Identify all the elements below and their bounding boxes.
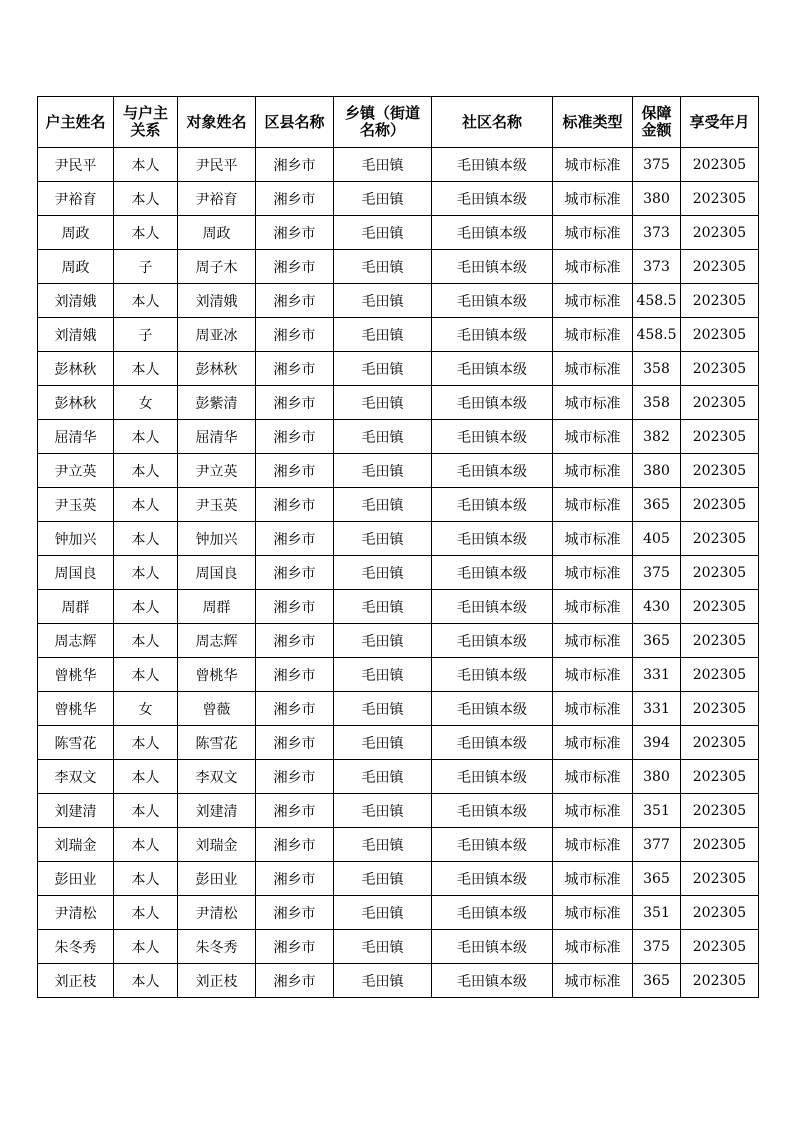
cell-standard-type: 城市标准 — [553, 386, 633, 420]
cell-recipient: 彭林秋 — [178, 352, 256, 386]
cell-county: 湘乡市 — [256, 556, 334, 590]
cell-amount: 377 — [633, 828, 681, 862]
cell-household-head: 刘正枝 — [38, 964, 114, 998]
cell-month: 202305 — [681, 148, 759, 182]
cell-month: 202305 — [681, 284, 759, 318]
cell-township: 毛田镇 — [334, 488, 432, 522]
cell-amount: 375 — [633, 930, 681, 964]
cell-township: 毛田镇 — [334, 216, 432, 250]
cell-relation: 女 — [114, 692, 178, 726]
cell-month: 202305 — [681, 250, 759, 284]
cell-amount: 365 — [633, 624, 681, 658]
header-amount-line1: 保障 — [641, 104, 672, 122]
cell-county: 湘乡市 — [256, 692, 334, 726]
cell-standard-type: 城市标准 — [553, 760, 633, 794]
cell-household-head: 彭林秋 — [38, 386, 114, 420]
table-row — [38, 590, 759, 624]
cell-amount: 358 — [633, 386, 681, 420]
cell-recipient: 刘瑞金 — [178, 828, 256, 862]
cell-township: 毛田镇 — [334, 726, 432, 760]
table-row — [38, 556, 759, 590]
cell-amount: 380 — [633, 454, 681, 488]
cell-recipient: 周国良 — [178, 556, 256, 590]
cell-county: 湘乡市 — [256, 760, 334, 794]
cell-township: 毛田镇 — [334, 386, 432, 420]
cell-relation: 本人 — [114, 522, 178, 556]
table-row — [38, 454, 759, 488]
cell-recipient: 陈雪花 — [178, 726, 256, 760]
cell-relation: 本人 — [114, 148, 178, 182]
cell-month: 202305 — [681, 216, 759, 250]
cell-standard-type: 城市标准 — [553, 250, 633, 284]
cell-household-head: 尹玉英 — [38, 488, 114, 522]
cell-household-head: 刘建清 — [38, 794, 114, 828]
cell-household-head: 周志辉 — [38, 624, 114, 658]
table-row — [38, 828, 759, 862]
cell-household-head: 曾桃华 — [38, 692, 114, 726]
cell-relation: 本人 — [114, 284, 178, 318]
cell-standard-type: 城市标准 — [553, 454, 633, 488]
cell-township: 毛田镇 — [334, 930, 432, 964]
cell-community: 毛田镇本级 — [432, 284, 553, 318]
table-row — [38, 658, 759, 692]
cell-standard-type: 城市标准 — [553, 692, 633, 726]
cell-county: 湘乡市 — [256, 250, 334, 284]
cell-community: 毛田镇本级 — [432, 556, 553, 590]
cell-standard-type: 城市标准 — [553, 522, 633, 556]
cell-recipient: 朱冬秀 — [178, 930, 256, 964]
cell-recipient: 钟加兴 — [178, 522, 256, 556]
cell-county: 湘乡市 — [256, 862, 334, 896]
cell-month: 202305 — [681, 522, 759, 556]
cell-household-head: 尹立英 — [38, 454, 114, 488]
cell-community: 毛田镇本级 — [432, 488, 553, 522]
cell-household-head: 尹裕育 — [38, 182, 114, 216]
header-relation — [114, 97, 178, 148]
cell-month: 202305 — [681, 692, 759, 726]
cell-recipient: 屈清华 — [178, 420, 256, 454]
cell-month: 202305 — [681, 420, 759, 454]
table-row — [38, 794, 759, 828]
cell-county: 湘乡市 — [256, 896, 334, 930]
cell-month: 202305 — [681, 794, 759, 828]
cell-community: 毛田镇本级 — [432, 420, 553, 454]
cell-month: 202305 — [681, 862, 759, 896]
cell-relation: 本人 — [114, 862, 178, 896]
cell-month: 202305 — [681, 488, 759, 522]
cell-amount: 365 — [633, 964, 681, 998]
table-row — [38, 284, 759, 318]
cell-amount: 331 — [633, 692, 681, 726]
table-row — [38, 726, 759, 760]
cell-standard-type: 城市标准 — [553, 726, 633, 760]
cell-county: 湘乡市 — [256, 964, 334, 998]
cell-relation: 本人 — [114, 556, 178, 590]
header-relation-line1: 与户主 — [122, 104, 168, 122]
cell-township: 毛田镇 — [334, 352, 432, 386]
cell-county: 湘乡市 — [256, 352, 334, 386]
cell-township: 毛田镇 — [334, 522, 432, 556]
cell-relation: 本人 — [114, 420, 178, 454]
cell-relation: 本人 — [114, 930, 178, 964]
cell-month: 202305 — [681, 828, 759, 862]
cell-community: 毛田镇本级 — [432, 386, 553, 420]
cell-relation: 本人 — [114, 216, 178, 250]
table-row — [38, 624, 759, 658]
cell-standard-type: 城市标准 — [553, 284, 633, 318]
cell-county: 湘乡市 — [256, 624, 334, 658]
cell-recipient: 彭紫清 — [178, 386, 256, 420]
cell-township: 毛田镇 — [334, 658, 432, 692]
cell-relation: 本人 — [114, 760, 178, 794]
cell-county: 湘乡市 — [256, 148, 334, 182]
cell-household-head: 朱冬秀 — [38, 930, 114, 964]
cell-amount: 373 — [633, 250, 681, 284]
cell-township: 毛田镇 — [334, 148, 432, 182]
cell-community: 毛田镇本级 — [432, 726, 553, 760]
cell-county: 湘乡市 — [256, 522, 334, 556]
cell-household-head: 李双文 — [38, 760, 114, 794]
cell-household-head: 彭田业 — [38, 862, 114, 896]
cell-recipient: 曾桃华 — [178, 658, 256, 692]
cell-amount: 430 — [633, 590, 681, 624]
table-row — [38, 216, 759, 250]
cell-township: 毛田镇 — [334, 250, 432, 284]
cell-household-head: 周群 — [38, 590, 114, 624]
cell-community: 毛田镇本级 — [432, 624, 553, 658]
cell-household-head: 屈清华 — [38, 420, 114, 454]
table-row — [38, 760, 759, 794]
cell-township: 毛田镇 — [334, 556, 432, 590]
cell-relation: 子 — [114, 250, 178, 284]
cell-community: 毛田镇本级 — [432, 862, 553, 896]
cell-amount: 380 — [633, 182, 681, 216]
cell-standard-type: 城市标准 — [553, 828, 633, 862]
cell-month: 202305 — [681, 726, 759, 760]
cell-relation: 本人 — [114, 726, 178, 760]
cell-standard-type: 城市标准 — [553, 658, 633, 692]
cell-month: 202305 — [681, 454, 759, 488]
cell-community: 毛田镇本级 — [432, 658, 553, 692]
cell-township: 毛田镇 — [334, 318, 432, 352]
cell-amount: 380 — [633, 760, 681, 794]
cell-county: 湘乡市 — [256, 454, 334, 488]
cell-community: 毛田镇本级 — [432, 352, 553, 386]
cell-relation: 本人 — [114, 590, 178, 624]
cell-standard-type: 城市标准 — [553, 624, 633, 658]
cell-county: 湘乡市 — [256, 488, 334, 522]
cell-community: 毛田镇本级 — [432, 182, 553, 216]
cell-household-head: 曾桃华 — [38, 658, 114, 692]
cell-community: 毛田镇本级 — [432, 454, 553, 488]
header-amount-line2: 金额 — [641, 121, 672, 139]
cell-household-head: 刘清娥 — [38, 284, 114, 318]
table-row — [38, 862, 759, 896]
cell-community: 毛田镇本级 — [432, 590, 553, 624]
cell-standard-type: 城市标准 — [553, 488, 633, 522]
cell-county: 湘乡市 — [256, 318, 334, 352]
cell-county: 湘乡市 — [256, 828, 334, 862]
cell-township: 毛田镇 — [334, 284, 432, 318]
cell-community: 毛田镇本级 — [432, 964, 553, 998]
cell-month: 202305 — [681, 896, 759, 930]
cell-household-head: 周政 — [38, 250, 114, 284]
cell-county: 湘乡市 — [256, 284, 334, 318]
cell-recipient: 尹清松 — [178, 896, 256, 930]
cell-recipient: 周群 — [178, 590, 256, 624]
table-row — [38, 352, 759, 386]
cell-relation: 本人 — [114, 454, 178, 488]
cell-relation: 本人 — [114, 794, 178, 828]
cell-township: 毛田镇 — [334, 590, 432, 624]
table-row — [38, 522, 759, 556]
cell-relation: 本人 — [114, 964, 178, 998]
table-row — [38, 930, 759, 964]
cell-township: 毛田镇 — [334, 182, 432, 216]
cell-relation: 本人 — [114, 624, 178, 658]
cell-household-head: 尹民平 — [38, 148, 114, 182]
cell-amount: 365 — [633, 862, 681, 896]
table-row — [38, 420, 759, 454]
header-community: 社区名称 — [432, 97, 553, 148]
cell-community: 毛田镇本级 — [432, 896, 553, 930]
cell-relation: 本人 — [114, 658, 178, 692]
cell-household-head: 彭林秋 — [38, 352, 114, 386]
cell-amount: 382 — [633, 420, 681, 454]
cell-township: 毛田镇 — [334, 828, 432, 862]
cell-month: 202305 — [681, 556, 759, 590]
cell-community: 毛田镇本级 — [432, 692, 553, 726]
cell-township: 毛田镇 — [334, 862, 432, 896]
table-row — [38, 182, 759, 216]
cell-relation: 子 — [114, 318, 178, 352]
cell-township: 毛田镇 — [334, 794, 432, 828]
cell-relation: 本人 — [114, 488, 178, 522]
cell-month: 202305 — [681, 964, 759, 998]
cell-amount: 405 — [633, 522, 681, 556]
cell-amount: 351 — [633, 896, 681, 930]
header-row — [38, 97, 759, 148]
cell-county: 湘乡市 — [256, 794, 334, 828]
table-row — [38, 148, 759, 182]
cell-community: 毛田镇本级 — [432, 828, 553, 862]
cell-standard-type: 城市标准 — [553, 964, 633, 998]
table-row — [38, 318, 759, 352]
cell-county: 湘乡市 — [256, 726, 334, 760]
cell-standard-type: 城市标准 — [553, 556, 633, 590]
cell-recipient: 刘清娥 — [178, 284, 256, 318]
table-body — [38, 148, 759, 998]
cell-amount: 373 — [633, 216, 681, 250]
cell-standard-type: 城市标准 — [553, 318, 633, 352]
cell-household-head: 刘清娥 — [38, 318, 114, 352]
cell-standard-type: 城市标准 — [553, 794, 633, 828]
cell-amount: 351 — [633, 794, 681, 828]
header-recipient: 对象姓名 — [178, 97, 256, 148]
cell-county: 湘乡市 — [256, 386, 334, 420]
cell-recipient: 尹裕育 — [178, 182, 256, 216]
table-row — [38, 896, 759, 930]
cell-county: 湘乡市 — [256, 216, 334, 250]
table-row — [38, 250, 759, 284]
cell-township: 毛田镇 — [334, 624, 432, 658]
cell-household-head: 周政 — [38, 216, 114, 250]
header-township-line1: 乡镇（街道 — [344, 104, 420, 122]
cell-community: 毛田镇本级 — [432, 148, 553, 182]
cell-relation: 本人 — [114, 896, 178, 930]
cell-township: 毛田镇 — [334, 964, 432, 998]
cell-standard-type: 城市标准 — [553, 862, 633, 896]
cell-recipient: 周亚冰 — [178, 318, 256, 352]
cell-county: 湘乡市 — [256, 182, 334, 216]
table-row — [38, 964, 759, 998]
cell-month: 202305 — [681, 658, 759, 692]
cell-amount: 375 — [633, 148, 681, 182]
cell-community: 毛田镇本级 — [432, 250, 553, 284]
header-month: 享受年月 — [681, 97, 759, 148]
cell-recipient: 周志辉 — [178, 624, 256, 658]
cell-relation: 本人 — [114, 182, 178, 216]
cell-amount: 458.5 — [633, 318, 681, 352]
cell-month: 202305 — [681, 930, 759, 964]
cell-recipient: 周政 — [178, 216, 256, 250]
header-county: 区县名称 — [256, 97, 334, 148]
cell-community: 毛田镇本级 — [432, 522, 553, 556]
cell-community: 毛田镇本级 — [432, 794, 553, 828]
subsidy-roster-table — [37, 96, 759, 998]
cell-household-head: 陈雪花 — [38, 726, 114, 760]
cell-recipient: 尹立英 — [178, 454, 256, 488]
cell-township: 毛田镇 — [334, 760, 432, 794]
table-row — [38, 692, 759, 726]
cell-township: 毛田镇 — [334, 420, 432, 454]
cell-amount: 458.5 — [633, 284, 681, 318]
cell-county: 湘乡市 — [256, 420, 334, 454]
cell-amount: 331 — [633, 658, 681, 692]
cell-month: 202305 — [681, 318, 759, 352]
cell-recipient: 李双文 — [178, 760, 256, 794]
cell-relation: 本人 — [114, 828, 178, 862]
header-standard-type: 标准类型 — [553, 97, 633, 148]
cell-month: 202305 — [681, 760, 759, 794]
cell-recipient: 尹玉英 — [178, 488, 256, 522]
table-row — [38, 488, 759, 522]
cell-standard-type: 城市标准 — [553, 590, 633, 624]
cell-recipient: 曾薇 — [178, 692, 256, 726]
cell-community: 毛田镇本级 — [432, 216, 553, 250]
cell-county: 湘乡市 — [256, 930, 334, 964]
table-header — [38, 97, 759, 148]
header-relation-line2: 关系 — [130, 121, 161, 139]
cell-recipient: 刘建清 — [178, 794, 256, 828]
header-amount — [633, 97, 681, 148]
cell-relation: 女 — [114, 386, 178, 420]
cell-community: 毛田镇本级 — [432, 318, 553, 352]
cell-month: 202305 — [681, 352, 759, 386]
cell-standard-type: 城市标准 — [553, 148, 633, 182]
cell-township: 毛田镇 — [334, 454, 432, 488]
cell-county: 湘乡市 — [256, 590, 334, 624]
cell-amount: 375 — [633, 556, 681, 590]
header-township — [334, 97, 432, 148]
cell-month: 202305 — [681, 624, 759, 658]
cell-standard-type: 城市标准 — [553, 420, 633, 454]
cell-recipient: 周子木 — [178, 250, 256, 284]
cell-household-head: 周国良 — [38, 556, 114, 590]
cell-recipient: 尹民平 — [178, 148, 256, 182]
cell-township: 毛田镇 — [334, 692, 432, 726]
cell-relation: 本人 — [114, 352, 178, 386]
cell-standard-type: 城市标准 — [553, 352, 633, 386]
cell-amount: 365 — [633, 488, 681, 522]
cell-household-head: 刘瑞金 — [38, 828, 114, 862]
table-row — [38, 386, 759, 420]
cell-month: 202305 — [681, 386, 759, 420]
cell-standard-type: 城市标准 — [553, 216, 633, 250]
cell-community: 毛田镇本级 — [432, 930, 553, 964]
cell-recipient: 刘正枝 — [178, 964, 256, 998]
cell-county: 湘乡市 — [256, 658, 334, 692]
cell-township: 毛田镇 — [334, 896, 432, 930]
cell-household-head: 尹清松 — [38, 896, 114, 930]
cell-household-head: 钟加兴 — [38, 522, 114, 556]
cell-community: 毛田镇本级 — [432, 760, 553, 794]
header-township-line2: 名称） — [359, 121, 405, 139]
header-household-head: 户主姓名 — [38, 97, 114, 148]
cell-standard-type: 城市标准 — [553, 896, 633, 930]
cell-recipient: 彭田业 — [178, 862, 256, 896]
cell-amount: 394 — [633, 726, 681, 760]
cell-standard-type: 城市标准 — [553, 182, 633, 216]
cell-month: 202305 — [681, 590, 759, 624]
cell-month: 202305 — [681, 182, 759, 216]
cell-amount: 358 — [633, 352, 681, 386]
cell-standard-type: 城市标准 — [553, 930, 633, 964]
